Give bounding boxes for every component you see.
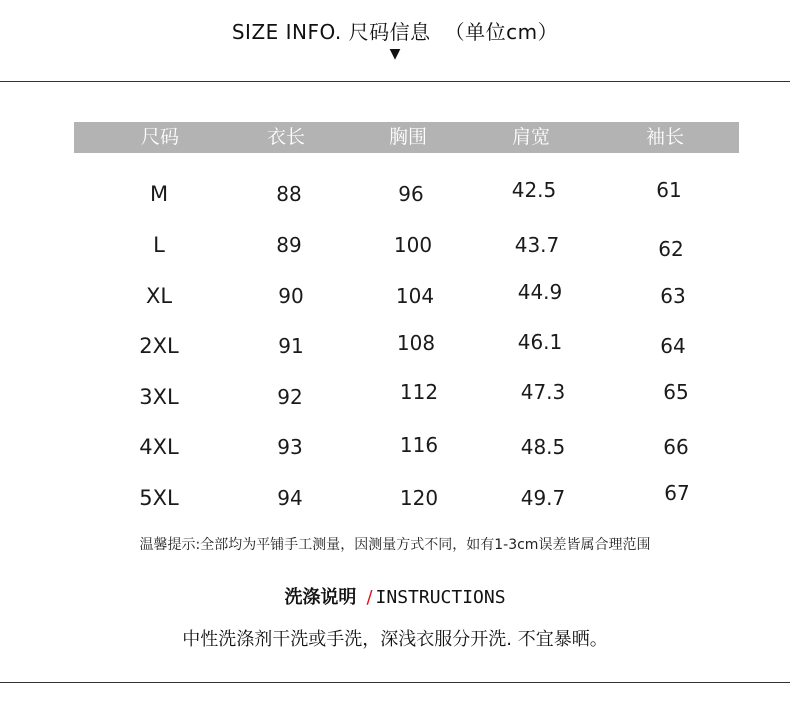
cell-sleeve: 62: [658, 237, 684, 261]
title-unit: （单位cm）: [444, 20, 559, 44]
cell-length: 93: [277, 435, 303, 459]
cell-size: XL: [145, 284, 173, 308]
cell-size: 2XL: [139, 334, 179, 358]
cell-shoulder: 44.9: [517, 280, 563, 304]
column-header-sleeve: 袖长: [645, 126, 684, 148]
table-row: [0, 233, 790, 263]
cell-shoulder: 46.1: [517, 330, 563, 354]
column-header-shoulder: 肩宽: [511, 126, 550, 148]
cell-sleeve: 66: [663, 435, 689, 459]
instructions-text: 中性洗涤剂干洗或手洗，深浅衣服分开洗. 不宜暴晒。: [182, 629, 608, 650]
column-header-length: 衣长: [266, 126, 305, 148]
table-row: [0, 330, 790, 364]
down-arrow-icon: ▼: [389, 46, 401, 62]
measurement-note: 温馨提示:全部均为平铺手工测量，因测量方式不同，如有1-3cm误差皆属合理范围: [139, 537, 651, 553]
cell-shoulder: 47.3: [520, 380, 566, 404]
cell-chest: 108: [396, 331, 436, 355]
instructions-title-en: INSTRUCTIONS: [375, 587, 506, 608]
cell-chest: 120: [399, 486, 439, 510]
page-title: [0, 16, 790, 45]
cell-sleeve: 64: [660, 334, 686, 358]
cell-shoulder: 49.7: [520, 486, 566, 510]
cell-shoulder: 48.5: [520, 435, 566, 459]
cell-sleeve: 65: [663, 380, 689, 404]
cell-sleeve: 67: [664, 481, 690, 505]
cell-shoulder: 43.7: [514, 233, 560, 257]
cell-length: 89: [276, 233, 302, 257]
cell-sleeve: 61: [656, 178, 682, 202]
cell-length: 88: [276, 182, 302, 206]
column-header-size: 尺码: [140, 126, 179, 148]
cell-chest: 104: [395, 284, 435, 308]
bottom-divider: [0, 682, 790, 683]
cell-length: 91: [278, 334, 304, 358]
cell-chest: 96: [398, 182, 424, 206]
table-row: [0, 280, 790, 314]
instructions-slash: /: [366, 587, 373, 608]
cell-size: 3XL: [139, 385, 179, 409]
cell-length: 94: [277, 486, 303, 510]
table-header: [74, 122, 739, 153]
cell-chest: 112: [399, 380, 439, 404]
table-row: [0, 435, 790, 465]
cell-size: L: [153, 233, 165, 257]
cell-sleeve: 63: [660, 284, 686, 308]
cell-shoulder: 42.5: [511, 178, 557, 202]
table-row: [0, 178, 790, 212]
column-header-chest: 胸围: [388, 126, 427, 148]
title-text: SIZE INFO. 尺码信息: [231, 20, 431, 44]
cell-length: 92: [277, 385, 303, 409]
cell-size: 4XL: [139, 435, 179, 459]
table-row: [0, 481, 790, 516]
cell-chest: 100: [393, 233, 433, 257]
top-divider: [0, 81, 790, 82]
cell-size: 5XL: [139, 486, 179, 510]
cell-length: 90: [278, 284, 304, 308]
cell-chest: 116: [399, 433, 439, 457]
table-row: [0, 380, 790, 415]
instructions-title: [0, 583, 790, 609]
instructions-title-cn: 洗涤说明: [284, 587, 357, 608]
cell-size: M: [149, 182, 169, 206]
